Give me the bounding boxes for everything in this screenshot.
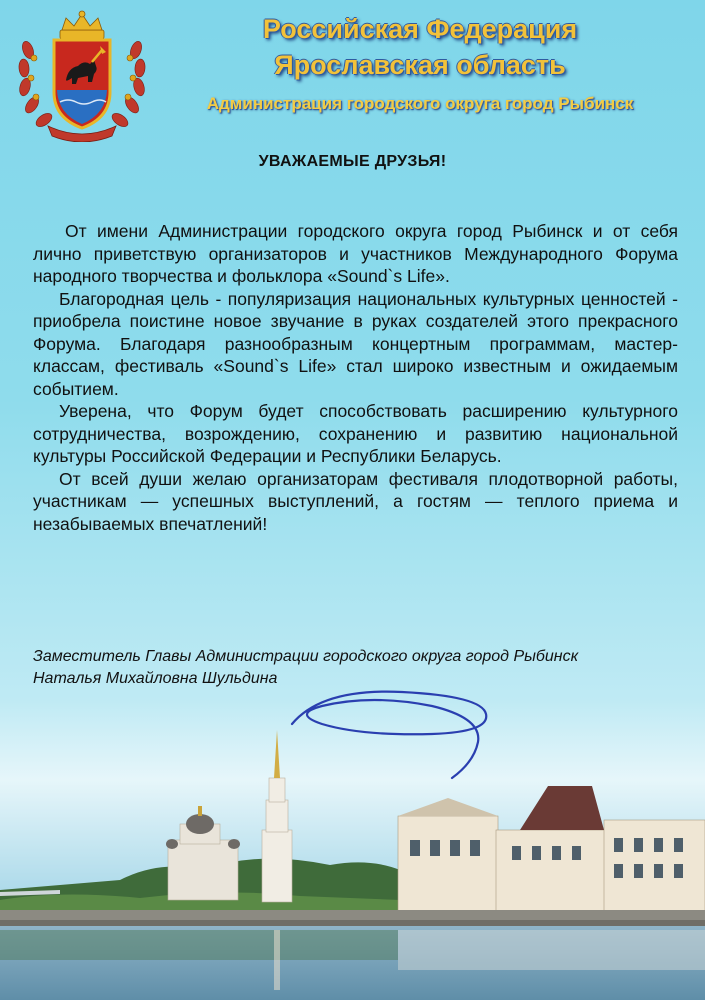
letter-paragraph: От имени Администрации городского округа город Рыбинск и от себя лично приветствую организаторов и участников Международного Форума народного творчества и фольклора «Sound`s Life». [33,221,678,286]
letter-paragraph: Благородная цель - популяризация национальных культурных ценностей - приобрела поистине новое звучание в руках создателей этого прекрасного Форума. Благодаря разнообразным концертным программам, мастер-классам, фестиваль «Sound`s Life» стал широко известным и ожидаемым событием. [33,288,678,399]
header-region: Ярославская область [274,50,566,80]
letter-paragraph: От всей души желаю организаторам фестиваля плодотворной работы, участникам — успешных выступлений, а гостям — теплого приема и незабываемых впечатлений! [33,468,678,534]
header-country: Российская Федерация [262,14,578,44]
signatory-position: Заместитель Главы Администрации городского округа город Рыбинск [33,648,579,665]
signatory-name: Наталья Михайловна Шульдина [33,670,278,687]
coat-of-arms-icon [18,10,146,142]
header-administration: Администрация городского округа город Рыбинск [206,94,634,113]
letter-paragraph: Уверена, что Форум будет способствовать расширению культурного сотрудничества, возрождению, сохранению и развитию национальной культуры Российской Федерации и Республики Беларусь. [33,401,678,466]
letter-body [33,220,678,535]
letter-greeting: УВАЖАЕМЫЕ ДРУЗЬЯ! [258,153,447,170]
city-panorama-icon [0,720,705,1000]
